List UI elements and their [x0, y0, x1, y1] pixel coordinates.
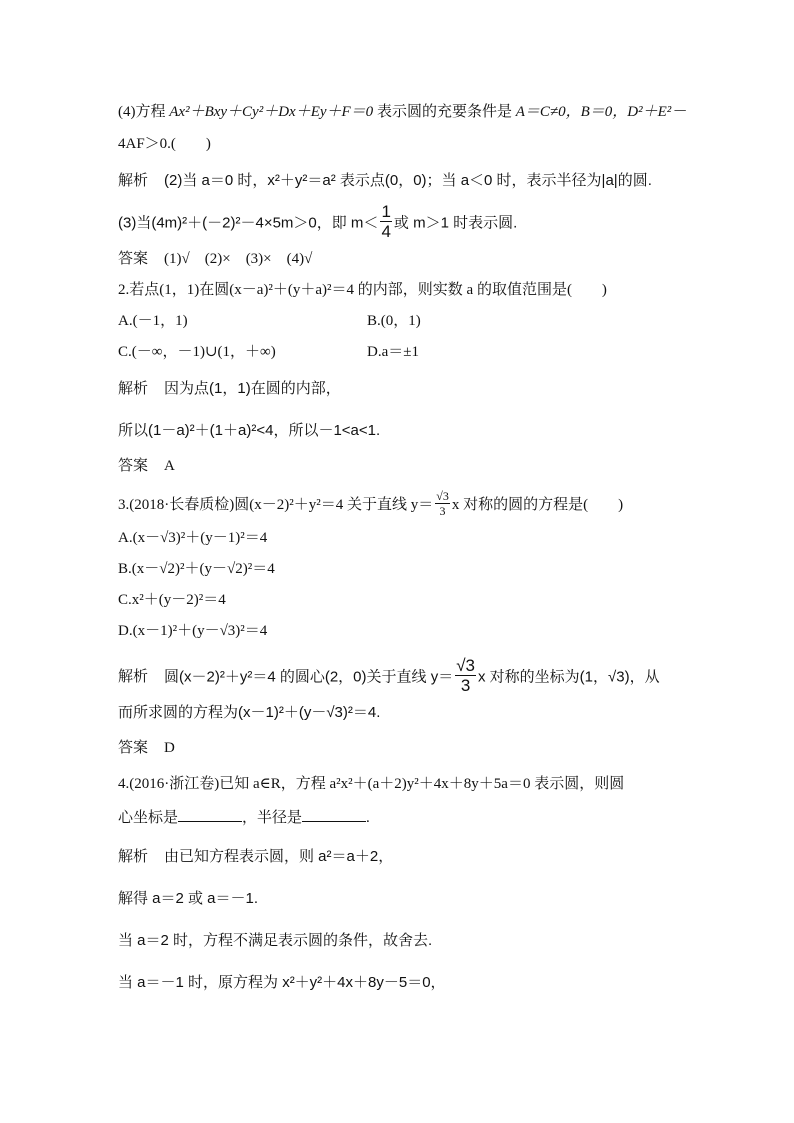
- q4-solution-text1: 由已知方程表示圆，则 a²＝a＋2，: [164, 848, 394, 865]
- q1-solution-line2: [118, 202, 518, 242]
- q2-answer: [118, 456, 175, 476]
- q4-solution-line3: 当 a＝2 时，方程不满足表示圆的条件，故舍去.: [118, 932, 433, 949]
- q4-stem-text1: 心坐标是: [118, 810, 179, 826]
- q3-solution-line1: [118, 656, 660, 696]
- fraction-numerator: √3: [436, 489, 449, 503]
- q3-solution-text1: 圆(x－2)²＋y²＝4 的圆心(2，0)关于直线 y＝: [164, 668, 454, 686]
- fraction-one-quarter: [380, 203, 391, 240]
- q3-stem-text2: x 对称的圆的方程是( ): [451, 496, 624, 513]
- answer-label: 答案: [118, 457, 149, 474]
- q1-part4-prefix: (4)方程: [118, 104, 170, 120]
- q2-option-b: B.(0，1): [367, 313, 421, 329]
- q4-stem-text3: .: [366, 810, 370, 826]
- fraction-numerator: √3: [456, 656, 475, 675]
- q1-solution-text1: (2)当 a＝0 时，x²＋y²＝a² 表示点(0，0)；当 a＜0 时，表示半径为|a|的圆.: [164, 172, 652, 189]
- q1-answer: [118, 249, 312, 269]
- q1-solution-text3: 或 m＞1 时表示圆.: [393, 214, 518, 232]
- q1-solution-line1: [118, 171, 652, 191]
- q3-option-a: A.(x－√3)²＋(y－1)²＝4: [118, 530, 268, 546]
- q2-option-c: C.(－∞，－1)∪(1，＋∞): [118, 344, 276, 360]
- q2-solution-line1: [118, 379, 341, 399]
- q1-part4-mid: 表示圆的充要条件是: [373, 104, 516, 120]
- q3-answer-text: D: [164, 740, 175, 756]
- q2-option-d: D.a＝±1: [367, 344, 419, 360]
- solution-label: 解析: [118, 668, 149, 686]
- fraction-denominator: 3: [460, 676, 471, 695]
- fraction-denominator: 4: [381, 222, 391, 241]
- solution-label: 解析: [118, 380, 149, 397]
- q2-option-a: A.(－1，1): [118, 313, 188, 329]
- answer-label: 答案: [118, 739, 149, 756]
- q1-part4-line2: 4AF＞0.( ): [118, 136, 211, 152]
- q2-stem: 2.若点(1，1)在圆(x－a)²＋(y＋a)²＝4 的内部，则实数 a 的取值范围是( ): [118, 282, 607, 298]
- q4-solution-line2: 解得 a＝2 或 a＝－1.: [118, 890, 259, 907]
- fraction-numerator: 1: [381, 202, 391, 221]
- fraction-sqrt3-over-3: [435, 490, 450, 517]
- q2-solution-text1: 因为点(1，1)在圆的内部，: [164, 380, 341, 397]
- q1-part4-line1: [118, 102, 686, 122]
- solution-label: 解析: [118, 848, 149, 865]
- q1-answer-text: (1)√ (2)× (3)× (4)√: [164, 251, 313, 267]
- answer-blank-radius: [302, 807, 366, 822]
- fraction-sqrt3-over-3: [455, 657, 476, 694]
- answer-blank-center: [178, 807, 242, 822]
- q3-solution-line2: 而所求圆的方程为(x－1)²＋(y－√3)²＝4.: [118, 704, 381, 721]
- q4-solution-line4: 当 a＝－1 时，原方程为 x²＋y²＋4x＋8y－5＝0，: [118, 974, 446, 991]
- q1-solution-text2: (3)当(4m)²＋(－2)²－4×5m＞0，即 m＜: [118, 214, 379, 232]
- q3-option-b: B.(x－√2)²＋(y－√2)²＝4: [118, 561, 275, 577]
- q2-answer-text: A: [164, 458, 175, 474]
- q3-option-c: C.x²＋(y－2)²＝4: [118, 592, 226, 608]
- fraction-denominator: 3: [439, 504, 446, 518]
- q3-solution-text2: x 对称的坐标为(1，√3)，从: [478, 668, 660, 686]
- q3-answer: [118, 738, 175, 758]
- q1-part4-condition: A＝C≠0，B＝0，D²＋E²－: [515, 104, 687, 120]
- answer-label: 答案: [118, 250, 149, 267]
- q4-solution-line1: [118, 847, 393, 867]
- q3-option-d: D.(x－1)²＋(y－√3)²＝4: [118, 623, 268, 639]
- q2-solution-line2: 所以(1－a)²＋(1＋a)²<4，所以－1<a<1.: [118, 422, 381, 439]
- q3-stem-text1: 3.(2018·长春质检)圆(x－2)²＋y²＝4 关于直线 y＝: [118, 496, 434, 513]
- general-circle-equation: Ax²＋Bxy＋Cy²＋Dx＋Ey＋F＝0: [169, 104, 374, 120]
- q3-stem: [118, 489, 624, 519]
- q4-stem-line2: [118, 807, 370, 828]
- solution-label: 解析: [118, 172, 149, 189]
- q4-stem-text2: ，半径是: [242, 810, 303, 826]
- q4-stem-line1: 4.(2016·浙江卷)已知 a∈R，方程 a²x²＋(a＋2)y²＋4x＋8y＋5a＝0 表示圆，则圆: [118, 776, 625, 792]
